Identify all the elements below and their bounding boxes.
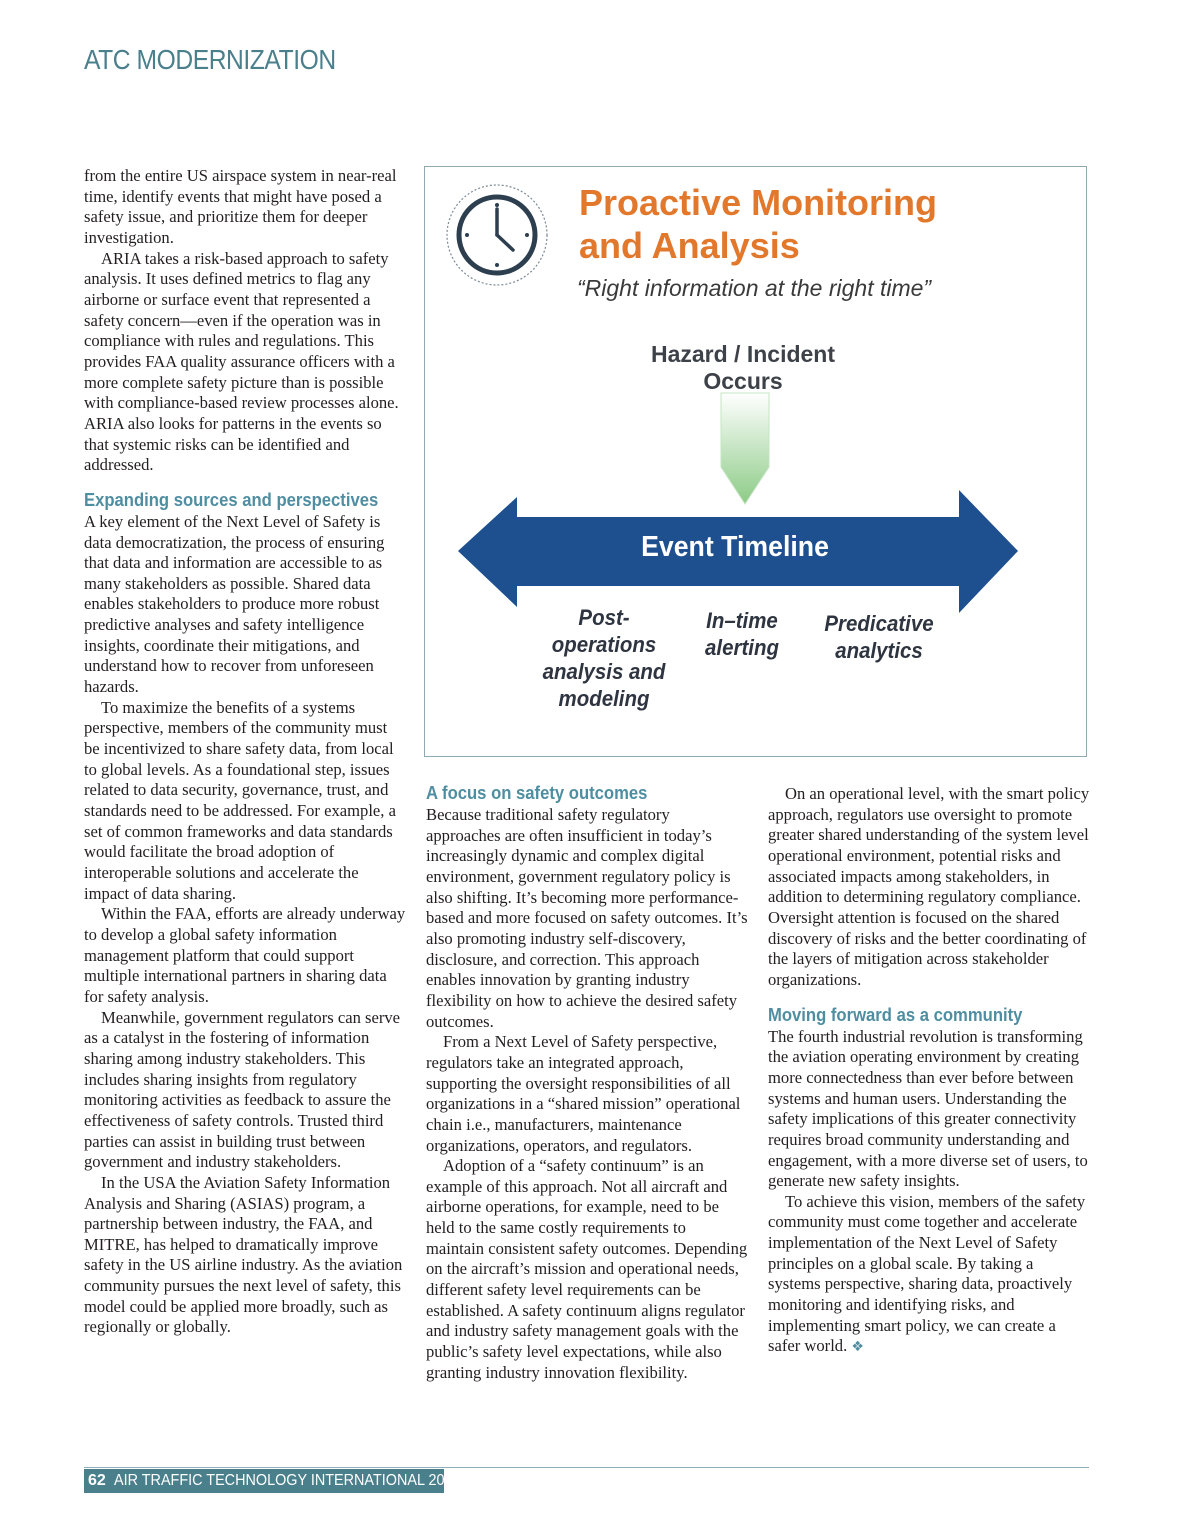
figure-title: [579, 181, 1079, 267]
section-header: ATC MODERNIZATION: [84, 44, 336, 75]
text-column-1: [84, 166, 406, 1338]
paragraph: Within the FAA, efforts are already underway to develop a global safety information management platform that could support multiple international partners in sharing data for safety analysis.: [84, 904, 406, 1006]
paragraph: In the USA the Aviation Safety Information Analysis and Sharing (ASIAS) program, a partnership between industry, the FAA, and MITRE, has helped to dramatically improve safety in the US airline industry. As the aviation community pursues the next level of safety, this model could be applied more broadly, such as regionally or globally.: [84, 1172, 403, 1337]
footer-bar: [84, 1469, 461, 1493]
paragraph: Adoption of a “safety continuum” is an example of this approach. Not all aircraft and airborne operations, for example, need to be held to the same costly requirements to maintain consistent safety outcomes. Depending on the aircraft’s mission and operational needs, different safety level requirements can be established. A safety continuum aligns regulator and industry safety management goals with the public’s safety level expectations, while also granting industry innovation flexibility.: [426, 1156, 748, 1382]
figure-subtitle: “Right information at the right time”: [577, 275, 932, 301]
phase-line: alerting: [705, 635, 779, 660]
paragraph: From a Next Level of Safety perspective, regulators take an integrated approach, supporting the oversight responsibilities of all organizations in a “shared mission” operational chain i.e., manufacturers, maintenance organizations, operators, and regulators.: [426, 1032, 741, 1155]
phase-line: analytics: [835, 638, 923, 663]
phase-in-time-alerting: [691, 607, 793, 661]
text-column-2: [426, 781, 748, 1383]
publication-name: AIR TRAFFIC TECHNOLOGY INTERNATIONAL 2023: [113, 1472, 461, 1489]
figure-title-line: and Analysis: [579, 225, 800, 266]
hazard-label-line: Hazard / Incident: [650, 341, 836, 367]
proactive-monitoring-figure: [424, 166, 1087, 757]
paragraph: To maximize the benefits of a systems perspective, members of the community must be incentivized to share safety data, from local to global levels. As a foundational step, issues related to data security, governance, trust, and standards need to be addressed. For example, a set of common frameworks and data standards would facilitate the broad adoption of interoperable solutions and accelerate the impact of data sharing.: [84, 697, 396, 903]
paragraph: ARIA takes a risk-based approach to safety analysis. It uses defined metrics to flag any airborne or surface event that represented a safety concern—even if the operation was in compliance with rules and regulations. This provides FAA quality assurance officers with a more complete safety picture than is possible with compliance-based review processes alone. ARIA also looks for patterns in the events so that systemic risks can be identified and addressed.: [84, 248, 399, 475]
paragraph-text: To achieve this vision, members of the safety community must come together and accelerate implementation of the Next Level of Safety principles on a global scale. By taking a systems perspective, sharing data, proactively monitoring and identifying risks, and implementing smart policy, we can create a safer world.: [768, 1191, 1086, 1356]
subheading-expanding-sources: Expanding sources and perspectives: [84, 488, 379, 510]
subheading-focus-on-safety-outcomes: A focus on safety outcomes: [426, 782, 648, 803]
hazard-label: [611, 341, 875, 395]
hazard-label-line: Occurs: [703, 368, 783, 394]
event-timeline-label: Event Timeline: [641, 531, 829, 563]
clock-icon: [447, 185, 547, 285]
paragraph: Meanwhile, government regulators can serve as a catalyst in the fostering of information sharing among industry stakeholders. This includes sharing insights from regulatory monitoring activities as feedback to assure the effectiveness of safety controls. Trusted third parties can assist in building trust between government and industry stakeholders.: [84, 1007, 401, 1172]
paragraph: A key element of the Next Level of Safety is data democratization, the process of ensuring that data and information are accessible to as many stakeholders as possible. Shared data enables stakeholders to produce more robust predictive analyses and safety intelligence insights, coordinate their mitigations, and understand how to recover from unforeseen hazards.: [84, 511, 385, 697]
phase-post-operations: [534, 604, 674, 712]
paragraph: [768, 1192, 1090, 1358]
phase-predictive-analytics: [814, 610, 944, 664]
paragraph: The fourth industrial revolution is transforming the aviation operating environment by creating more connectedness than ever before between systems and human users. Understanding the safety implications of this greater connectivity requires broad community understanding and engagement, with a more diverse set of users, to generate new safety insights.: [768, 1026, 1088, 1191]
phase-line: Predicative: [824, 611, 934, 636]
paragraph: On an operational level, with the smart policy approach, regulators use oversight to promote greater shared understanding of the system level operational environment, potential risks and associated impacts among stakeholders, in addition to determining regulatory compliance. Oversight attention is focused on the shared discovery of risks and the better coordinating of the layers of mitigation across stakeholder organizations.: [768, 784, 1090, 989]
page-number: 62: [88, 1472, 106, 1489]
phase-line: modeling: [558, 686, 650, 711]
phase-line: In–time: [706, 608, 778, 633]
subheading-moving-forward: Moving forward as a community: [768, 1003, 1023, 1025]
footer-rule: [84, 1467, 1089, 1468]
incident-down-arrow: [721, 393, 769, 504]
figure-title-line: Proactive Monitoring: [579, 182, 938, 223]
paragraph: Because traditional safety regulatory approaches are often insufficient in today’s increasingly dynamic and complex digital environment, government regulatory policy is also shifting. It’s becoming more performance-based and more focused on safety outcomes. It’s also promoting industry self-discovery, disclosure, and correction. This approach enables innovation by granting industry flexibility on how to achieve the desired safety outcomes.: [426, 805, 748, 1031]
paragraph: from the entire US airspace system in near-real time, identify events that might have posed a safety issue, and prioritize them for deeper investigation.: [84, 166, 397, 247]
phase-line: Post-: [578, 605, 630, 630]
phase-line: operations: [551, 632, 657, 657]
phase-line: analysis and: [542, 659, 666, 684]
end-of-article-icon: ❖: [851, 1339, 864, 1356]
text-column-3: [768, 784, 1090, 1358]
